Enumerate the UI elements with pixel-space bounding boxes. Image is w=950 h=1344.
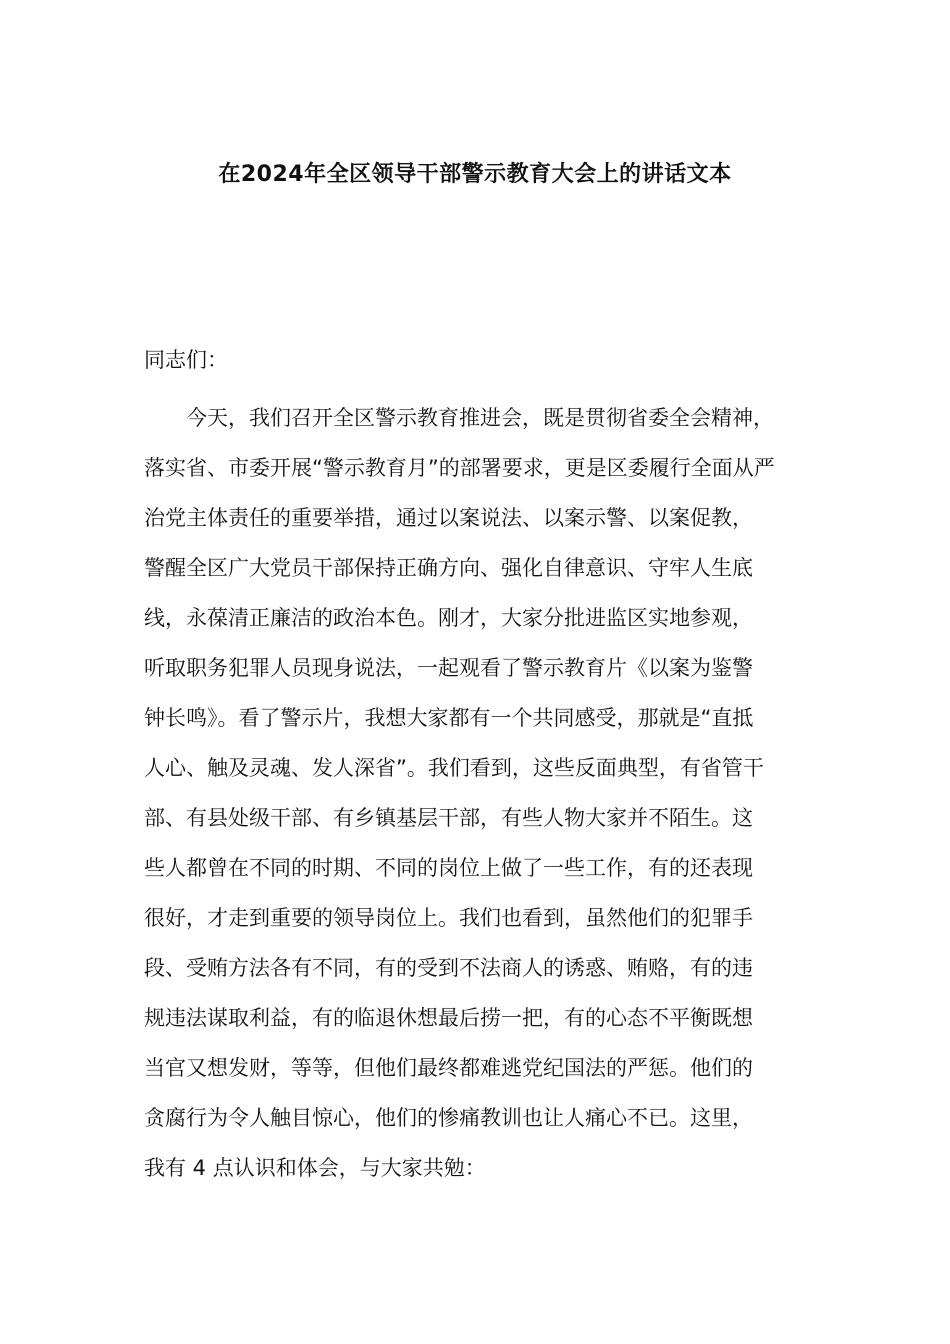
paragraph-line: 治党主体责任的重要举措，通过以案说法、以案示警、以案促教， (144, 506, 753, 530)
paragraph-line: 段、受贿方法各有不同，有的受到不法商人的诱惑、贿赂，有的违 (144, 956, 753, 980)
paragraph-line: 线，永葆清正廉洁的政治本色。刚才，大家分批进监区实地参观， (144, 606, 753, 630)
paragraph-line: 部、有县处级干部、有乡镇基层干部，有些人物大家并不陌生。这 (144, 806, 753, 830)
paragraph-line: 当官又想发财，等等，但他们最终都难逃党纪国法的严惩。他们的 (144, 1056, 753, 1080)
paragraph-line: 钟长鸣》。看了警示片，我想大家都有一个共同感受，那就是“直抵 (144, 706, 754, 730)
document-body (144, 340, 834, 1193)
paragraph-line: 落实省、市委开展“警示教育月”的部署要求，更是区委履行全面从严 (144, 456, 775, 480)
paragraph-line: 今天，我们召开全区警示教育推进会，既是贯彻省委全会精神， (186, 406, 774, 430)
paragraph-line: 我有 4 点认识和体会，与大家共勉： (144, 1156, 486, 1180)
paragraph-line: 人心、触及灵魂、发人深省”。我们看到，这些反面典型，有省管干 (144, 756, 764, 780)
paragraph-line: 听取职务犯罪人员现身说法，一起观看了警示教育片《以案为鉴警 (144, 656, 753, 680)
document-title: 在2024年全区领导干部警示教育大会上的讲话文本 (218, 162, 732, 187)
paragraph-line: 警醒全区广大党员干部保持正确方向、强化自律意识、守牢人生底 (144, 556, 753, 580)
paragraph-line: 规违法谋取利益，有的临退休想最后捞一把，有的心态不平衡既想 (144, 1006, 753, 1030)
body-paragraph (144, 393, 834, 1193)
paragraph-line: 很好，才走到重要的领导岗位上。我们也看到，虽然他们的犯罪手 (144, 906, 753, 930)
paragraph-line: 些人都曾在不同的时期、不同的岗位上做了一些工作，有的还表现 (144, 856, 753, 880)
salutation: 同志们： (144, 348, 228, 372)
paragraph-line: 贪腐行为令人触目惊心，他们的惨痛教训也让人痛心不已。这里， (144, 1106, 753, 1130)
